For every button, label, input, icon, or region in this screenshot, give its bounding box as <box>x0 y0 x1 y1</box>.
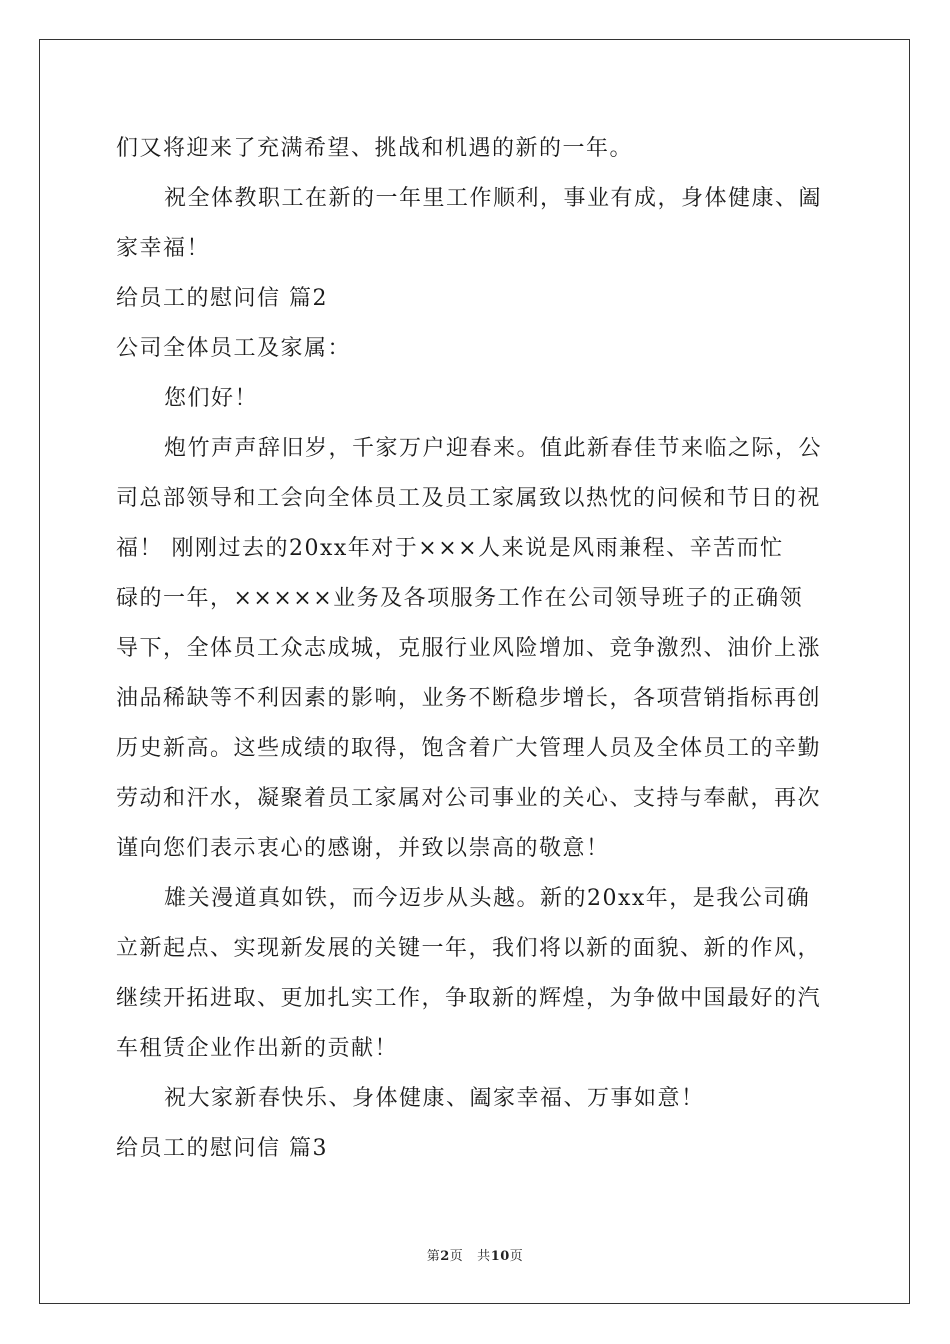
paragraph-line: 碌的一年，×××××业务及各项服务工作在公司领导班子的正确领 <box>116 586 804 611</box>
paragraph-line: 导下，全体员工众志成城，克服行业风险增加、竞争激烈、油价上涨 <box>116 636 822 661</box>
paragraph-line: 立新起点、实现新发展的关键一年，我们将以新的面貌、新的作风， <box>116 936 822 961</box>
section-heading: 给员工的慰问信 篇2 <box>116 286 328 311</box>
greeting: 您们好！ <box>164 386 259 411</box>
closing-wish: 祝大家新春快乐、身体健康、阖家幸福、万事如意！ <box>164 1086 705 1111</box>
paragraph-line: 们又将迎来了充满希望、挑战和机遇的新的一年。 <box>116 136 634 161</box>
page-footer <box>0 1248 950 1266</box>
paragraph-line: 车租赁企业作出新的贡献！ <box>116 1036 399 1061</box>
paragraph-line: 劳动和汗水，凝聚着员工家属对公司事业的关心、支持与奉献，再次 <box>116 786 822 811</box>
page-suffix: 页 <box>449 1249 464 1264</box>
paragraph-line: 雄关漫道真如铁，而今迈步从头越。新的20xx年，是我公司确 <box>164 886 811 911</box>
total-pages: 10 <box>490 1249 510 1264</box>
page-prefix: 第 <box>426 1249 441 1264</box>
total-prefix: 共 <box>477 1249 491 1264</box>
total-suffix: 页 <box>509 1249 524 1264</box>
paragraph-line: 祝全体教职工在新的一年里工作顺利，事业有成，身体健康、阖 <box>164 186 823 211</box>
paragraph-line: 家幸福！ <box>116 236 211 261</box>
paragraph-line: 福！ 刚刚过去的20xx年对于×××人来说是风雨兼程、辛苦而忙 <box>116 536 784 561</box>
paragraph-line: 司总部领导和工会向全体员工及员工家属致以热忱的问候和节日的祝 <box>116 486 822 511</box>
paragraph-line: 油品稀缺等不利因素的影响，业务不断稳步增长，各项营销指标再创 <box>116 686 822 711</box>
paragraph-line: 炮竹声声辞旧岁，千家万户迎春来。值此新春佳节来临之际，公 <box>164 436 823 461</box>
paragraph-line: 继续开拓进取、更加扎实工作，争取新的辉煌，为争做中国最好的汽 <box>116 986 822 1011</box>
section-heading: 给员工的慰问信 篇3 <box>116 1136 328 1161</box>
salutation: 公司全体员工及家属： <box>116 336 352 361</box>
page-current: 2 <box>440 1249 450 1264</box>
page-border <box>39 39 910 1304</box>
paragraph-line: 谨向您们表示衷心的感谢，并致以崇高的敬意！ <box>116 836 610 861</box>
paragraph-line: 历史新高。这些成绩的取得，饱含着广大管理人员及全体员工的辛勤 <box>116 736 822 761</box>
